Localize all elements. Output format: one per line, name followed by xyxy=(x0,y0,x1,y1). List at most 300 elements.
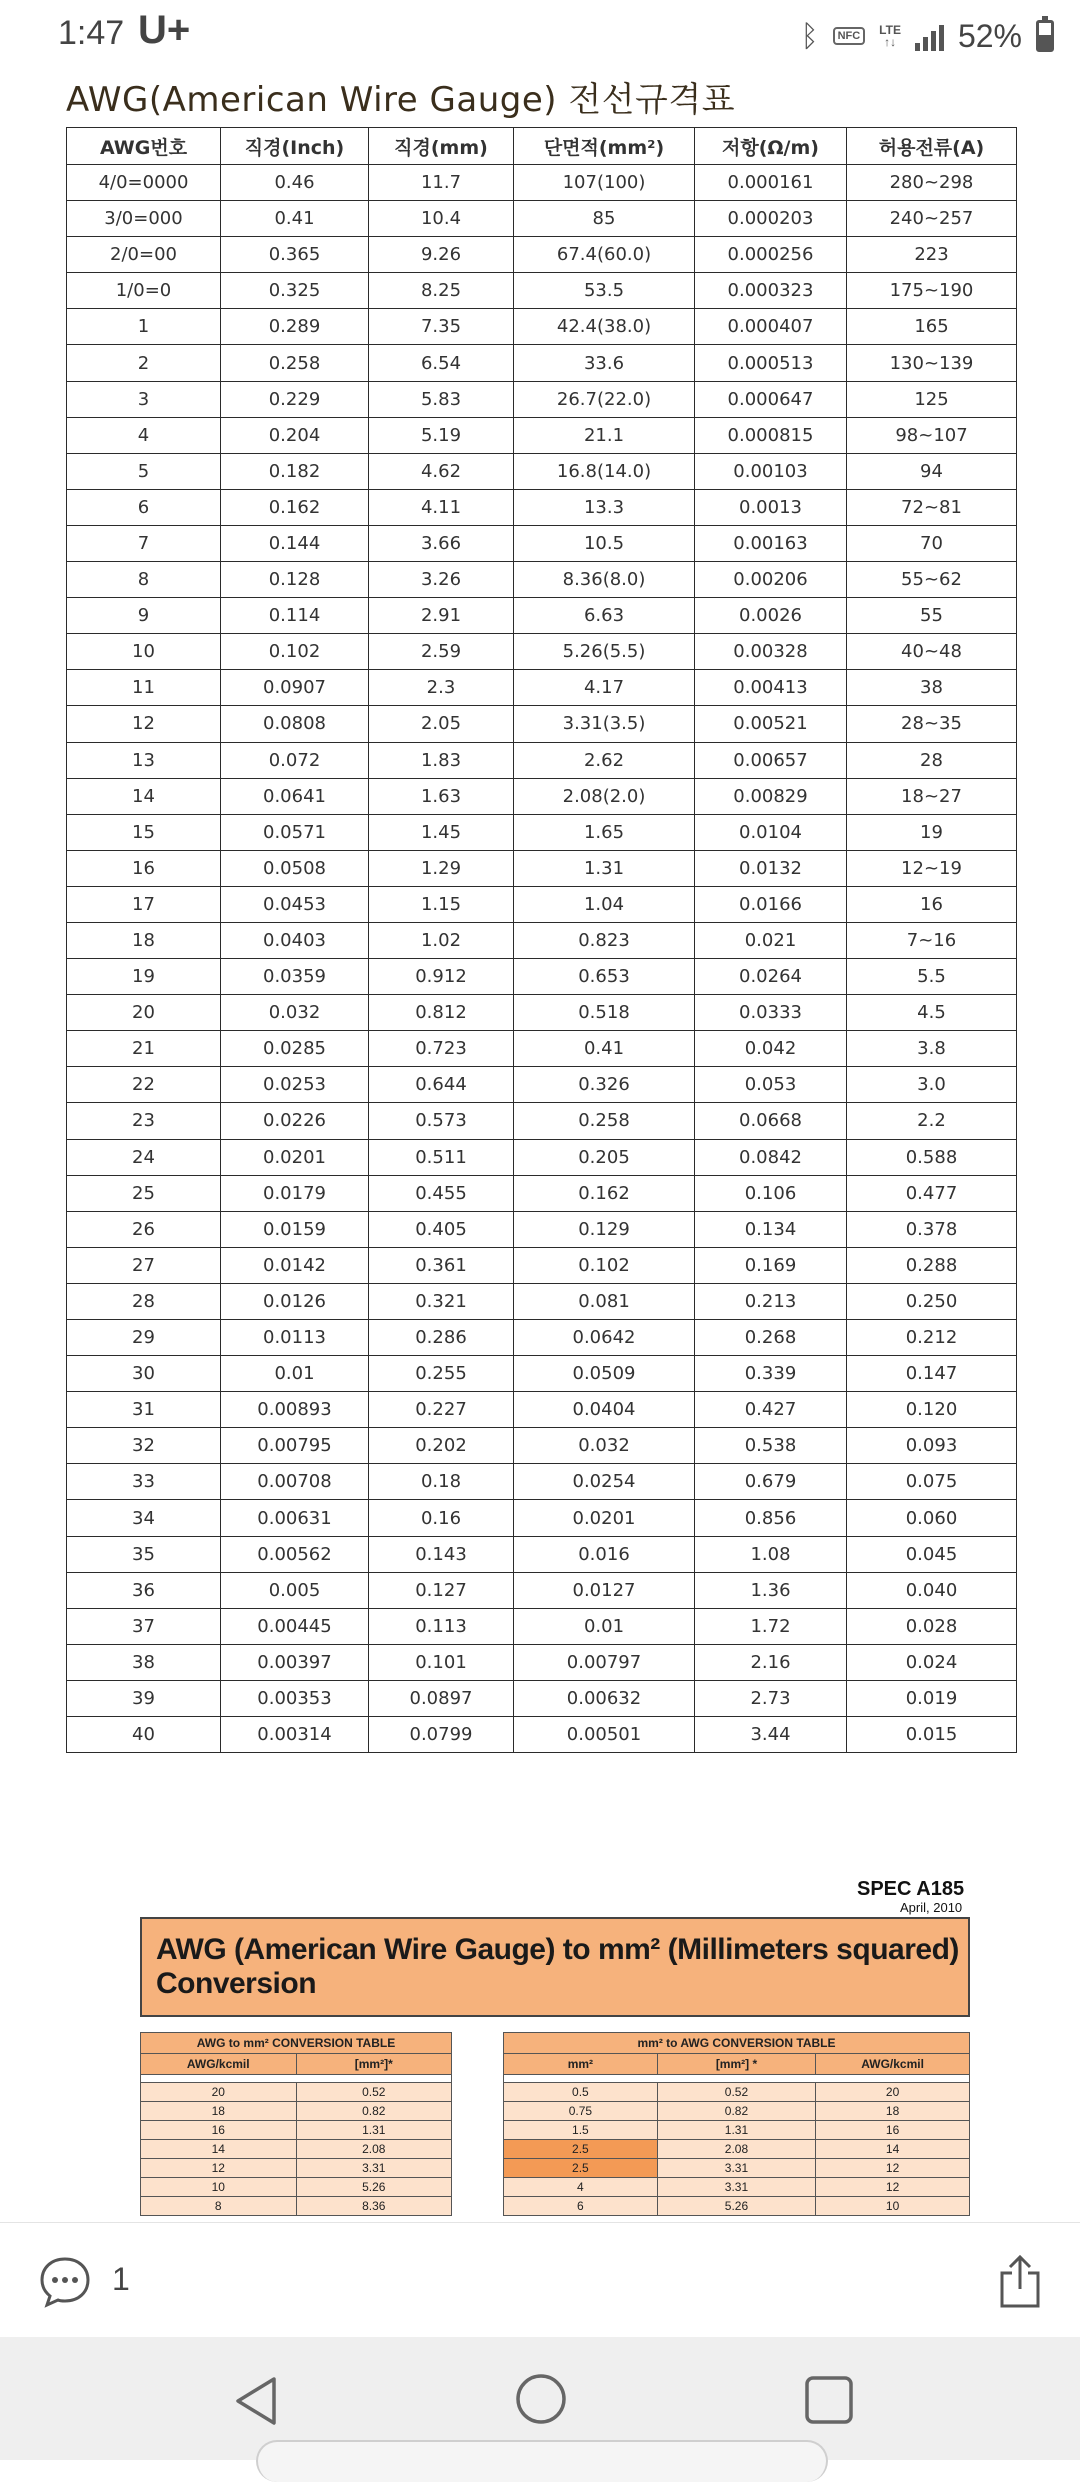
conversion-cell: 4 xyxy=(504,2178,658,2197)
cell-awg: 38 xyxy=(67,1644,221,1680)
cell-ampacity: 240~257 xyxy=(847,201,1017,237)
cell-diameter-inch: 0.365 xyxy=(221,237,369,273)
cell-diameter-mm: 2.91 xyxy=(369,598,514,634)
cell-awg: 20 xyxy=(67,995,221,1031)
cell-resistance: 0.0842 xyxy=(695,1139,847,1175)
table-row xyxy=(67,598,1017,634)
cell-ampacity: 12~19 xyxy=(847,850,1017,886)
conversion-cell: 1.31 xyxy=(657,2121,815,2140)
table-row xyxy=(67,1283,1017,1319)
cell-cross-section: 5.26(5.5) xyxy=(514,634,695,670)
cell-resistance: 0.169 xyxy=(695,1247,847,1283)
table-row xyxy=(67,1500,1017,1536)
cell-ampacity: 0.060 xyxy=(847,1500,1017,1536)
col-header-diameter-mm: 직경(mm) xyxy=(369,128,514,165)
table-row xyxy=(67,706,1017,742)
table-row xyxy=(141,2178,452,2197)
table-row xyxy=(67,1428,1017,1464)
cell-resistance: 0.053 xyxy=(695,1067,847,1103)
cell-resistance: 1.36 xyxy=(695,1572,847,1608)
recent-apps-icon[interactable] xyxy=(804,2375,854,2425)
cell-diameter-mm: 0.202 xyxy=(369,1428,514,1464)
cell-resistance: 0.0026 xyxy=(695,598,847,634)
conversion-cell: 0.52 xyxy=(296,2083,452,2102)
cell-awg: 23 xyxy=(67,1103,221,1139)
cell-cross-section: 13.3 xyxy=(514,489,695,525)
table-row xyxy=(504,2178,970,2197)
table-row xyxy=(67,1247,1017,1283)
cell-resistance: 0.0104 xyxy=(695,814,847,850)
cell-cross-section: 0.518 xyxy=(514,995,695,1031)
cell-diameter-mm: 0.227 xyxy=(369,1392,514,1428)
cell-diameter-inch: 0.00795 xyxy=(221,1428,369,1464)
cell-cross-section: 4.17 xyxy=(514,670,695,706)
cell-ampacity: 55~62 xyxy=(847,562,1017,598)
col-header-awg-kcmil: AWG/kcmil xyxy=(141,2054,297,2075)
cell-cross-section: 33.6 xyxy=(514,345,695,381)
cell-awg: 13 xyxy=(67,742,221,778)
cell-diameter-inch: 0.325 xyxy=(221,273,369,309)
cell-awg: 36 xyxy=(67,1572,221,1608)
table-row xyxy=(67,489,1017,525)
cell-diameter-inch: 0.0808 xyxy=(221,706,369,742)
table-row xyxy=(67,1320,1017,1356)
conversion-cell: 16 xyxy=(141,2121,297,2140)
table-row xyxy=(141,2121,452,2140)
cell-diameter-mm: 0.361 xyxy=(369,1247,514,1283)
cell-resistance: 0.00103 xyxy=(695,453,847,489)
cell-cross-section: 0.0404 xyxy=(514,1392,695,1428)
cell-diameter-mm: 0.573 xyxy=(369,1103,514,1139)
cell-awg: 24 xyxy=(67,1139,221,1175)
cell-diameter-mm: 1.02 xyxy=(369,922,514,958)
cell-ampacity: 0.075 xyxy=(847,1464,1017,1500)
cell-awg: 3 xyxy=(67,381,221,417)
table-row xyxy=(141,2197,452,2216)
cell-ampacity: 165 xyxy=(847,309,1017,345)
table-row xyxy=(67,525,1017,561)
conversion-cell: 14 xyxy=(816,2140,970,2159)
cell-diameter-mm: 0.0897 xyxy=(369,1680,514,1716)
cell-diameter-inch: 0.00708 xyxy=(221,1464,369,1500)
cell-awg: 16 xyxy=(67,850,221,886)
share-icon[interactable] xyxy=(998,2253,1042,2309)
cell-awg: 4/0=0000 xyxy=(67,165,221,201)
cell-awg: 14 xyxy=(67,778,221,814)
cell-ampacity: 0.212 xyxy=(847,1320,1017,1356)
keyboard-handle[interactable] xyxy=(256,2440,828,2482)
cell-resistance: 0.000513 xyxy=(695,345,847,381)
home-icon[interactable] xyxy=(515,2373,567,2425)
table-row xyxy=(67,273,1017,309)
battery-fill xyxy=(1039,35,1051,49)
conversion-cell: 3.31 xyxy=(296,2159,452,2178)
cell-diameter-inch: 0.0285 xyxy=(221,1031,369,1067)
cell-diameter-mm: 5.83 xyxy=(369,381,514,417)
cell-resistance: 0.00521 xyxy=(695,706,847,742)
cell-awg: 5 xyxy=(67,453,221,489)
table-row xyxy=(67,1211,1017,1247)
cell-diameter-mm: 0.113 xyxy=(369,1608,514,1644)
conversion-cell: 2.5 xyxy=(504,2159,658,2178)
cell-resistance: 0.106 xyxy=(695,1175,847,1211)
nfc-icon: NFC xyxy=(833,27,866,45)
table-row xyxy=(141,2083,452,2102)
cell-ampacity: 38 xyxy=(847,670,1017,706)
table-row xyxy=(504,2102,970,2121)
cell-resistance: 0.00657 xyxy=(695,742,847,778)
cell-cross-section: 0.00632 xyxy=(514,1680,695,1716)
cell-cross-section: 0.032 xyxy=(514,1428,695,1464)
col-header-awg: AWG번호 xyxy=(67,128,221,165)
cell-ampacity: 55 xyxy=(847,598,1017,634)
cell-resistance: 0.000203 xyxy=(695,201,847,237)
cell-cross-section: 0.081 xyxy=(514,1283,695,1319)
cell-diameter-inch: 0.0159 xyxy=(221,1211,369,1247)
battery-percent: 52% xyxy=(957,17,1022,54)
cell-diameter-mm: 4.11 xyxy=(369,489,514,525)
cell-ampacity: 0.147 xyxy=(847,1356,1017,1392)
cell-awg: 18 xyxy=(67,922,221,958)
cell-awg: 32 xyxy=(67,1428,221,1464)
carrier-label: U+ xyxy=(138,8,191,52)
conversion-banner xyxy=(140,1917,970,2017)
cell-diameter-inch: 0.204 xyxy=(221,417,369,453)
cell-diameter-inch: 0.00353 xyxy=(221,1680,369,1716)
lte-icon xyxy=(879,24,901,48)
cell-diameter-mm: 0.255 xyxy=(369,1356,514,1392)
table-row xyxy=(67,850,1017,886)
cell-resistance: 1.08 xyxy=(695,1536,847,1572)
cell-awg: 10 xyxy=(67,634,221,670)
cell-diameter-mm: 0.127 xyxy=(369,1572,514,1608)
cell-diameter-mm: 3.66 xyxy=(369,525,514,561)
cell-diameter-inch: 0.0253 xyxy=(221,1067,369,1103)
cell-cross-section: 0.162 xyxy=(514,1175,695,1211)
cell-diameter-mm: 4.62 xyxy=(369,453,514,489)
cell-awg: 33 xyxy=(67,1464,221,1500)
cell-cross-section: 0.0254 xyxy=(514,1464,695,1500)
cell-diameter-mm: 0.101 xyxy=(369,1644,514,1680)
cell-cross-section: 0.653 xyxy=(514,959,695,995)
cell-cross-section: 1.04 xyxy=(514,886,695,922)
cell-ampacity: 0.019 xyxy=(847,1680,1017,1716)
conversion-table-caption: mm² to AWG CONVERSION TABLE xyxy=(504,2033,970,2054)
awg-spec-table xyxy=(66,127,1017,1753)
cell-cross-section: 2.08(2.0) xyxy=(514,778,695,814)
table-row xyxy=(67,778,1017,814)
table-header-row xyxy=(67,128,1017,165)
cell-diameter-mm: 0.455 xyxy=(369,1175,514,1211)
cell-ampacity: 0.040 xyxy=(847,1572,1017,1608)
cell-diameter-mm: 0.16 xyxy=(369,1500,514,1536)
cell-cross-section: 0.258 xyxy=(514,1103,695,1139)
table-row xyxy=(67,886,1017,922)
status-bar xyxy=(0,0,1080,70)
col-header-mm2: mm² xyxy=(504,2054,658,2075)
table-row xyxy=(141,2159,452,2178)
cell-ampacity: 0.028 xyxy=(847,1608,1017,1644)
cell-ampacity: 70 xyxy=(847,525,1017,561)
cell-awg: 2/0=00 xyxy=(67,237,221,273)
table-row xyxy=(504,2140,970,2159)
cell-diameter-inch: 0.162 xyxy=(221,489,369,525)
cell-diameter-inch: 0.00445 xyxy=(221,1608,369,1644)
cell-diameter-inch: 0.0571 xyxy=(221,814,369,850)
cell-diameter-inch: 0.0453 xyxy=(221,886,369,922)
cell-diameter-inch: 0.0201 xyxy=(221,1139,369,1175)
cell-awg: 39 xyxy=(67,1680,221,1716)
cell-awg: 26 xyxy=(67,1211,221,1247)
cell-diameter-mm: 2.05 xyxy=(369,706,514,742)
cell-resistance: 0.0333 xyxy=(695,995,847,1031)
conversion-cell: 0.52 xyxy=(657,2083,815,2102)
cell-cross-section: 2.62 xyxy=(514,742,695,778)
conversion-cell: 12 xyxy=(816,2178,970,2197)
cell-awg: 34 xyxy=(67,1500,221,1536)
cell-cross-section: 26.7(22.0) xyxy=(514,381,695,417)
cell-resistance: 0.00413 xyxy=(695,670,847,706)
cell-cross-section: 0.823 xyxy=(514,922,695,958)
cell-resistance: 0.0166 xyxy=(695,886,847,922)
table-row xyxy=(67,417,1017,453)
awg-to-mm2-table xyxy=(140,2032,452,2216)
banner-text: AWG (American Wire Gauge) to mm² (Millimeters squared) Conversion xyxy=(156,1933,959,2000)
conversion-cell: 0.5 xyxy=(504,2083,658,2102)
cell-cross-section: 0.326 xyxy=(514,1067,695,1103)
cell-diameter-mm: 0.321 xyxy=(369,1283,514,1319)
cell-diameter-inch: 0.00893 xyxy=(221,1392,369,1428)
back-icon[interactable] xyxy=(230,2373,282,2429)
cell-awg: 37 xyxy=(67,1608,221,1644)
cell-ampacity: 98~107 xyxy=(847,417,1017,453)
cell-resistance: 0.000407 xyxy=(695,309,847,345)
cell-diameter-inch: 0.128 xyxy=(221,562,369,598)
cell-diameter-mm: 0.405 xyxy=(369,1211,514,1247)
lte-label: LTE xyxy=(879,23,901,37)
table-row xyxy=(67,1067,1017,1103)
cell-resistance: 0.042 xyxy=(695,1031,847,1067)
cell-awg: 1 xyxy=(67,309,221,345)
conversion-cell: 8 xyxy=(141,2197,297,2216)
cell-resistance: 0.000161 xyxy=(695,165,847,201)
cell-diameter-inch: 0.00631 xyxy=(221,1500,369,1536)
cell-awg: 8 xyxy=(67,562,221,598)
conversion-cell: 8.36 xyxy=(296,2197,452,2216)
conversion-cell: 14 xyxy=(141,2140,297,2159)
conversion-cell: 0.82 xyxy=(296,2102,452,2121)
cell-ampacity: 4.5 xyxy=(847,995,1017,1031)
table-row xyxy=(67,1644,1017,1680)
status-time: 1:47 xyxy=(58,14,125,52)
table-row xyxy=(67,309,1017,345)
cell-ampacity: 0.250 xyxy=(847,1283,1017,1319)
cell-ampacity: 5.5 xyxy=(847,959,1017,995)
conversion-cell: 20 xyxy=(141,2083,297,2102)
cell-diameter-inch: 0.0142 xyxy=(221,1247,369,1283)
cell-cross-section: 0.102 xyxy=(514,1247,695,1283)
cell-awg: 12 xyxy=(67,706,221,742)
document-title: AWG(American Wire Gauge) 전선규격표 xyxy=(66,80,736,120)
cell-diameter-mm: 7.35 xyxy=(369,309,514,345)
table-row xyxy=(67,1572,1017,1608)
cell-ampacity: 7~16 xyxy=(847,922,1017,958)
table-row xyxy=(67,453,1017,489)
cell-diameter-inch: 0.102 xyxy=(221,634,369,670)
cell-diameter-inch: 0.0359 xyxy=(221,959,369,995)
cell-diameter-mm: 2.59 xyxy=(369,634,514,670)
table-row xyxy=(67,1139,1017,1175)
cell-ampacity: 280~298 xyxy=(847,165,1017,201)
cell-resistance: 0.339 xyxy=(695,1356,847,1392)
cell-ampacity: 3.8 xyxy=(847,1031,1017,1067)
cell-resistance: 0.021 xyxy=(695,922,847,958)
cell-awg: 31 xyxy=(67,1392,221,1428)
cell-cross-section: 1.65 xyxy=(514,814,695,850)
cell-resistance: 0.000647 xyxy=(695,381,847,417)
cell-ampacity: 3.0 xyxy=(847,1067,1017,1103)
cell-cross-section: 0.205 xyxy=(514,1139,695,1175)
cell-diameter-inch: 0.005 xyxy=(221,1572,369,1608)
table-row xyxy=(67,959,1017,995)
table-row xyxy=(67,1717,1017,1753)
system-navigation-bar xyxy=(0,2337,1080,2460)
table-row xyxy=(67,1392,1017,1428)
table-row xyxy=(67,1175,1017,1211)
cell-diameter-mm: 8.25 xyxy=(369,273,514,309)
table-row xyxy=(141,2102,452,2121)
cell-awg: 11 xyxy=(67,670,221,706)
conversion-cell: 1.31 xyxy=(296,2121,452,2140)
cell-resistance: 0.0264 xyxy=(695,959,847,995)
col-header-diameter-inch: 직경(Inch) xyxy=(221,128,369,165)
cell-resistance: 0.000815 xyxy=(695,417,847,453)
cell-ampacity: 0.288 xyxy=(847,1247,1017,1283)
table-row xyxy=(67,670,1017,706)
col-header-awg-kcmil: AWG/kcmil xyxy=(816,2054,970,2075)
cell-cross-section: 0.01 xyxy=(514,1608,695,1644)
cell-cross-section: 21.1 xyxy=(514,417,695,453)
table-row xyxy=(67,1103,1017,1139)
status-icons xyxy=(801,16,1054,56)
cell-awg: 22 xyxy=(67,1067,221,1103)
cell-diameter-mm: 9.26 xyxy=(369,237,514,273)
table-row xyxy=(67,201,1017,237)
cell-ampacity: 19 xyxy=(847,814,1017,850)
mm2-to-awg-table xyxy=(503,2032,970,2216)
cell-diameter-inch: 0.0508 xyxy=(221,850,369,886)
table-row xyxy=(67,237,1017,273)
spec-code: SPEC A185 xyxy=(857,1878,965,1900)
cell-awg: 19 xyxy=(67,959,221,995)
table-row xyxy=(504,2083,970,2102)
cell-awg: 17 xyxy=(67,886,221,922)
cell-ampacity: 125 xyxy=(847,381,1017,417)
conversion-cell: 5.26 xyxy=(296,2178,452,2197)
col-header-mm2: [mm²]* xyxy=(296,2054,452,2075)
cell-ampacity: 72~81 xyxy=(847,489,1017,525)
cell-awg: 28 xyxy=(67,1283,221,1319)
cell-diameter-mm: 5.19 xyxy=(369,417,514,453)
cell-diameter-inch: 0.229 xyxy=(221,381,369,417)
conversion-cell: 10 xyxy=(141,2178,297,2197)
comment-bubble-icon[interactable] xyxy=(38,2255,92,2309)
cell-cross-section: 53.5 xyxy=(514,273,695,309)
cell-diameter-mm: 10.4 xyxy=(369,201,514,237)
battery-icon xyxy=(1036,20,1054,52)
cell-cross-section: 0.00797 xyxy=(514,1644,695,1680)
cell-ampacity: 130~139 xyxy=(847,345,1017,381)
cell-resistance: 0.0013 xyxy=(695,489,847,525)
cell-diameter-mm: 1.29 xyxy=(369,850,514,886)
cell-diameter-inch: 0.0179 xyxy=(221,1175,369,1211)
cell-diameter-inch: 0.00314 xyxy=(221,1717,369,1753)
cell-diameter-mm: 1.83 xyxy=(369,742,514,778)
cell-ampacity: 0.477 xyxy=(847,1175,1017,1211)
comment-count[interactable]: 1 xyxy=(112,2261,130,2297)
conversion-cell: 12 xyxy=(141,2159,297,2178)
cell-diameter-inch: 0.289 xyxy=(221,309,369,345)
cell-diameter-inch: 0.0113 xyxy=(221,1320,369,1356)
cell-diameter-inch: 0.114 xyxy=(221,598,369,634)
cell-cross-section: 0.0509 xyxy=(514,1356,695,1392)
cell-resistance: 0.0132 xyxy=(695,850,847,886)
cell-diameter-inch: 0.0403 xyxy=(221,922,369,958)
cell-cross-section: 3.31(3.5) xyxy=(514,706,695,742)
conversion-cell: 5.26 xyxy=(657,2197,815,2216)
cell-ampacity: 94 xyxy=(847,453,1017,489)
cell-ampacity: 0.045 xyxy=(847,1536,1017,1572)
table-row xyxy=(67,345,1017,381)
cell-diameter-inch: 0.0226 xyxy=(221,1103,369,1139)
cell-resistance: 0.538 xyxy=(695,1428,847,1464)
cell-awg: 1/0=0 xyxy=(67,273,221,309)
cell-resistance: 2.73 xyxy=(695,1680,847,1716)
cell-awg: 3/0=000 xyxy=(67,201,221,237)
cell-ampacity: 0.093 xyxy=(847,1428,1017,1464)
cell-diameter-mm: 0.143 xyxy=(369,1536,514,1572)
cell-resistance: 2.16 xyxy=(695,1644,847,1680)
cell-cross-section: 0.00501 xyxy=(514,1717,695,1753)
conversion-cell: 0.82 xyxy=(657,2102,815,2121)
cell-diameter-inch: 0.00397 xyxy=(221,1644,369,1680)
cell-diameter-mm: 1.63 xyxy=(369,778,514,814)
cell-diameter-mm: 11.7 xyxy=(369,165,514,201)
cell-cross-section: 85 xyxy=(514,201,695,237)
signal-icon xyxy=(915,21,944,51)
table-row xyxy=(67,562,1017,598)
conversion-cell: 20 xyxy=(816,2083,970,2102)
cell-ampacity: 0.378 xyxy=(847,1211,1017,1247)
cell-diameter-mm: 1.45 xyxy=(369,814,514,850)
cell-cross-section: 0.0127 xyxy=(514,1572,695,1608)
cell-diameter-inch: 0.144 xyxy=(221,525,369,561)
table-row xyxy=(67,922,1017,958)
conversion-cell: 3.31 xyxy=(657,2159,815,2178)
cell-diameter-inch: 0.41 xyxy=(221,201,369,237)
cell-ampacity: 2.2 xyxy=(847,1103,1017,1139)
table-row xyxy=(504,2197,970,2216)
cell-ampacity: 223 xyxy=(847,237,1017,273)
cell-cross-section: 1.31 xyxy=(514,850,695,886)
cell-diameter-inch: 0.032 xyxy=(221,995,369,1031)
cell-diameter-inch: 0.0641 xyxy=(221,778,369,814)
table-row xyxy=(67,634,1017,670)
cell-resistance: 0.268 xyxy=(695,1320,847,1356)
cell-diameter-mm: 0.812 xyxy=(369,995,514,1031)
col-header-ampacity: 허용전류(A) xyxy=(847,128,1017,165)
cell-diameter-mm: 0.18 xyxy=(369,1464,514,1500)
